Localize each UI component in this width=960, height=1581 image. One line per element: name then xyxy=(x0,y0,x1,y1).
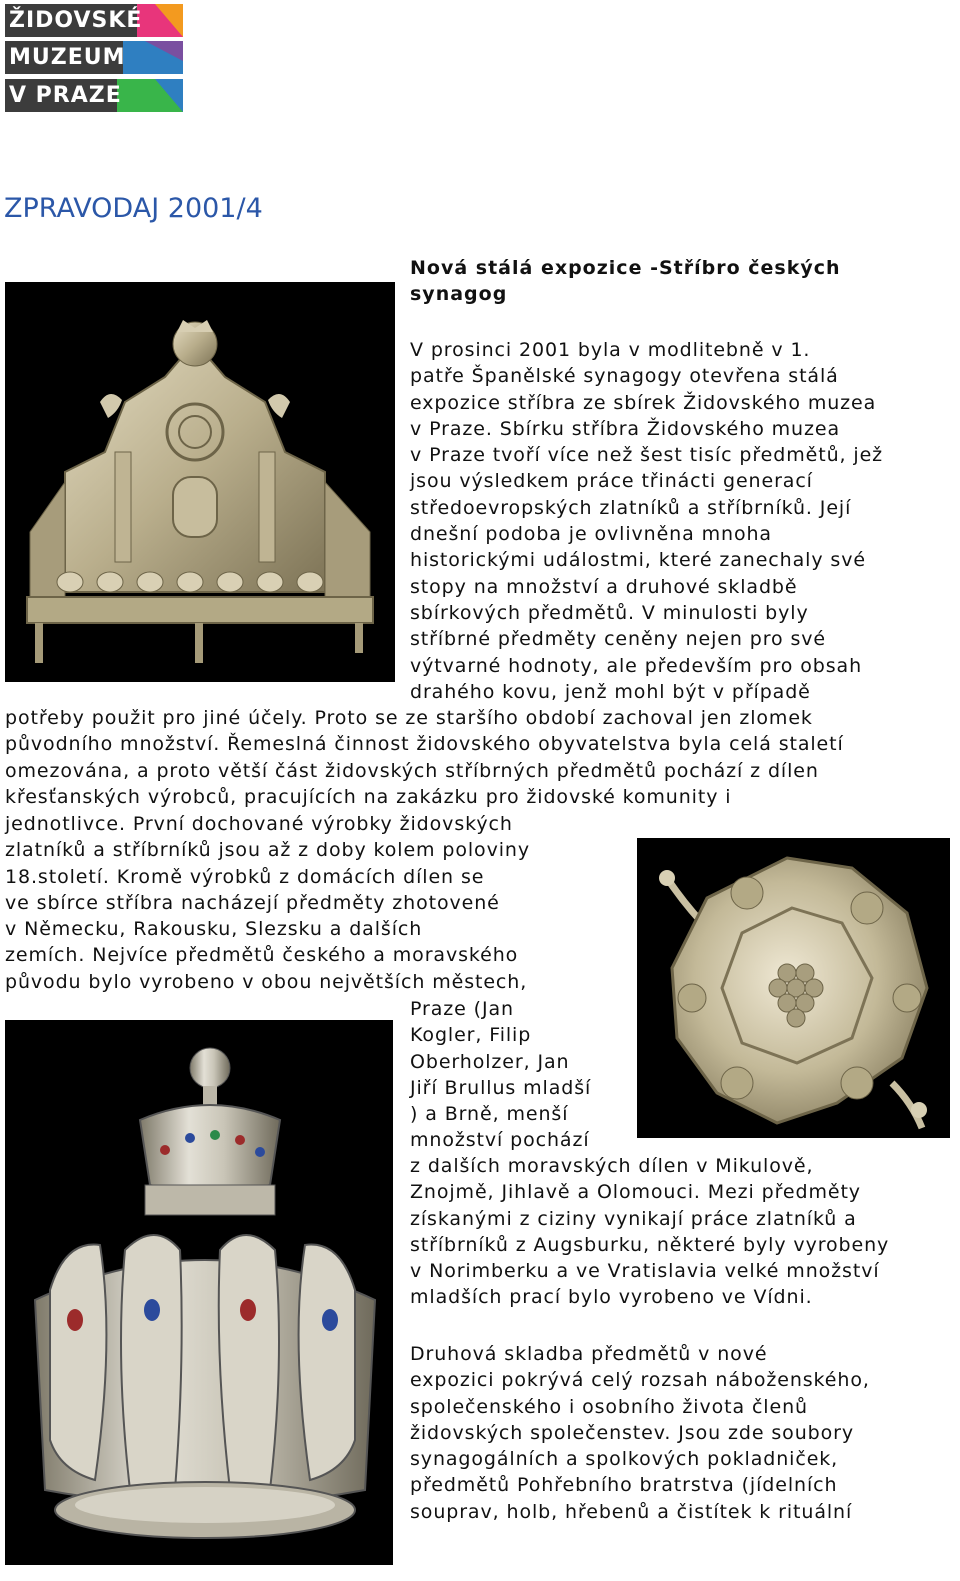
article-paragraph-5: Druhová skladba předmětů v nové expozici pokrývá celý rozsah náboženského, společenského i osobního života členů židovských společenstev. Jsou zde soubory synagogálních a spolkových pokladniček, předmětů Pohřebního bratrstva (jídelních souprav, holb, hřebenů a čistítek k rituální xyxy=(410,1343,870,1523)
article-paragraph-1: V prosinci 2001 byla v modlitebně v 1. patře Španělské synagogy otevřena stálá expozice stříbra ze sbírek Židovského muzea v Praze. Sbírku stříbra Židovského muzea v Praze tvoří více než šest tisíc předmětů, jež jsou výsledkem práce třinácti generací středoevropských zlatníků a stříbrníků. Její dnešní podoba je ovlivněna mnoha historickými událostmi, které zanechaly své stopy na množství a druhové skladbě sbírkových předmětů. V minulosti byly stříbrné předměty ceněny nejen pro své výtvarné hodnoty, ale především pro obsah drahého kovu, jenž mohl být v případě xyxy=(410,339,884,703)
logo-row-2 xyxy=(5,41,183,74)
logo-row-1 xyxy=(5,4,183,37)
article-paragraph-3: Praze (Jan Kogler, Filip Oberholzer, Jan Jiří Brullus mladší ) a Brně, menší množství pochází xyxy=(410,998,592,1152)
article-paragraph-4: z dalších moravských dílen v Mikulově, Znojmě, Jihlavě a Olomouci. Mezi předměty získanými z ciziny vynikají práce zlatníků a stříbrníků z Augsburku, některé byly vyrobeny v Norimberku a ve Vratislavia velké množství mladších prací bylo vyrobeno ve Vídni. xyxy=(410,1155,890,1309)
page-title: ZPRAVODAJ 2001/4 xyxy=(4,193,263,224)
article-paragraph-2-narrow: jednotlivce. První dochované výrobky židovských zlatníků a stříbrníků jsou až z doby kolem poloviny 18.století. Kromě výrobků z domácích dílen se ve sbírce stříbra nacházejí předměty zhotovené v Německu, Rakousku, Slezsku a dalších zemích. Nejvíce předmětů českého a moravského původu bylo vyrobeno v obou největších městech, xyxy=(5,813,530,993)
hanukkah-lamp-photo xyxy=(5,282,395,682)
logo-row-3 xyxy=(5,79,183,112)
silver-plate-icon xyxy=(637,838,950,1138)
torah-crown-photo xyxy=(5,1020,393,1565)
logo-line-1: ŽIDOVSKÉ xyxy=(9,8,143,33)
torah-crown-icon xyxy=(5,1020,393,1565)
silver-plate-photo xyxy=(637,838,950,1138)
article-title: Nová stálá expozice -Stříbro českých synagog xyxy=(410,257,841,305)
logo-line-3: V PRAZE xyxy=(9,83,122,108)
article-paragraph-2-wide: potřeby použit pro jiné účely. Proto se ze staršího období zachoval jen zlomek původního množství. Řemeslná činnost židovského obyvatelstva byla celá staletí omezována, a proto větší část židovských stříbrných předmětů pochází z dílen křesťanských výrobců, pracujících na zakázku pro židovské komunity i xyxy=(5,707,844,808)
logo-line-2: MUZEUM xyxy=(9,45,126,70)
hanukkah-lamp-icon xyxy=(5,282,395,682)
museum-logo[interactable] xyxy=(5,4,183,112)
